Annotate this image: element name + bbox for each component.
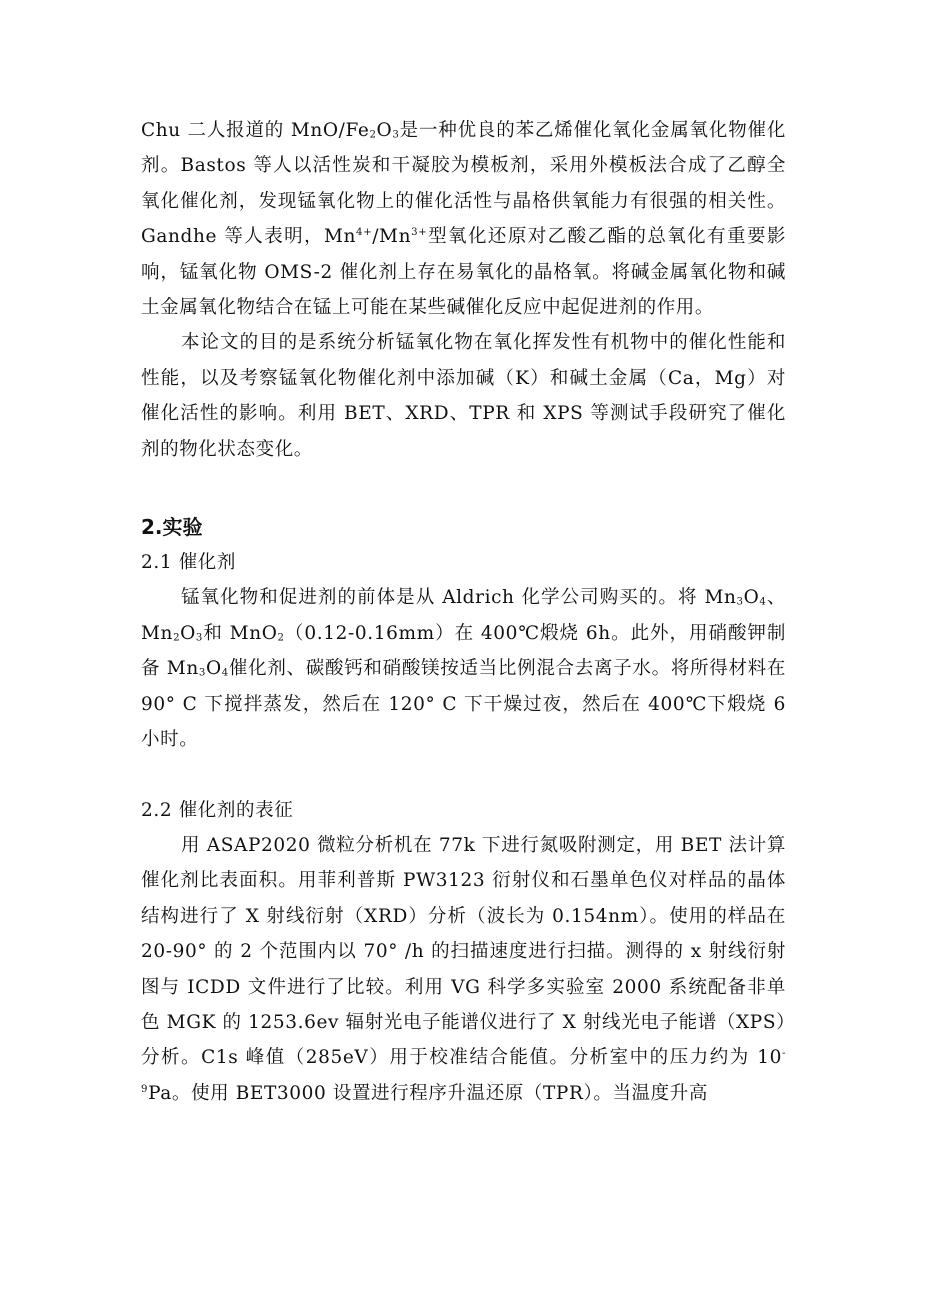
document-page <box>141 113 786 1111</box>
section-2-2-heading: 2.2 催化剂的表征 <box>141 799 294 821</box>
section-2-heading: 2.实验 <box>141 515 203 540</box>
section-2-1-paragraph: 锰氧化物和促进剂的前体是从 Aldrich 化学公司购买的。将 $Mn_3O_4$、$Mn_2O_3$和 MnO$_2$（0.12-0.16mm）在 400℃煅烧 6h。此外，用硝酸钾制备 $Mn_3O_4$催化剂、碳酸钙和硝酸镁按适当比例混合去离子水。将所得材料在 90° C 下搅拌蒸发，然后在 120° C 下干燥过夜，然后在 400℃下煅烧 6 小时。 <box>141 587 787 751</box>
section-2-1-heading: 2.1 催化剂 <box>141 552 237 574</box>
section-2-2-paragraph: 用 ASAP2020 微粒分析机在 77k 下进行氮吸附测定，用 BET 法计算催化剂比表面积。用菲利普斯 PW3123 衍射仪和石墨单色仪对样品的晶体结构进行了 X 射线衍射（XRD）分析（波长为 0.154nm）。使用的样品在 20-90° 的 2 个范围内以 70° /h 的扫描速度进行扫描。测得的 x 射线衍射图与 ICDD 文件进行了比较。利用 VG 科学多实验室 2000 系统配备非单色 MGK 的 1253.6ev 辐射光电子能谱仪进行了 X 射线光电子能谱（XPS）分析。C1s 峰值（285eV）用于校准结合能值。分析室中的压力约为 $10^{-9}Pa$。使用 BET3000 设置进行程序升温还原（TPR）。当温度升高 <box>141 834 786 1104</box>
intro-continued-paragraph: Chu 二人报道的 MnO/$Fe_2O_3$是一种优良的苯乙烯催化氧化金属氧化物催化剂。Bastos 等人以活性炭和干凝胶为模板剂，采用外模板法合成了乙醇全氧化催化剂，发现锰氧化物上的催化活性与晶格供氧能力有很强的相关性。Gandhe 等人表明，$Mn^{4+}/Mn^{3+}$型氧化还原对乙酸乙酯的总氧化有重要影响，锰氧化物 OMS-2 催化剂上存在易氧化的晶格氧。将碱金属氧化物和碱土金属氧化物结合在锰上可能在某些碱催化反应中起促进剂的作用。 <box>141 120 786 319</box>
purpose-paragraph: 本论文的目的是系统分析锰氧化物在氧化挥发性有机物中的催化性能和性能，以及考察锰氧化物催化剂中添加碱（K）和碱土金属（Ca，Mg）对催化活性的影响。利用 BET、XRD、TPR 和 XPS 等测试手段研究了催化剂的物化状态变化。 <box>141 332 786 460</box>
